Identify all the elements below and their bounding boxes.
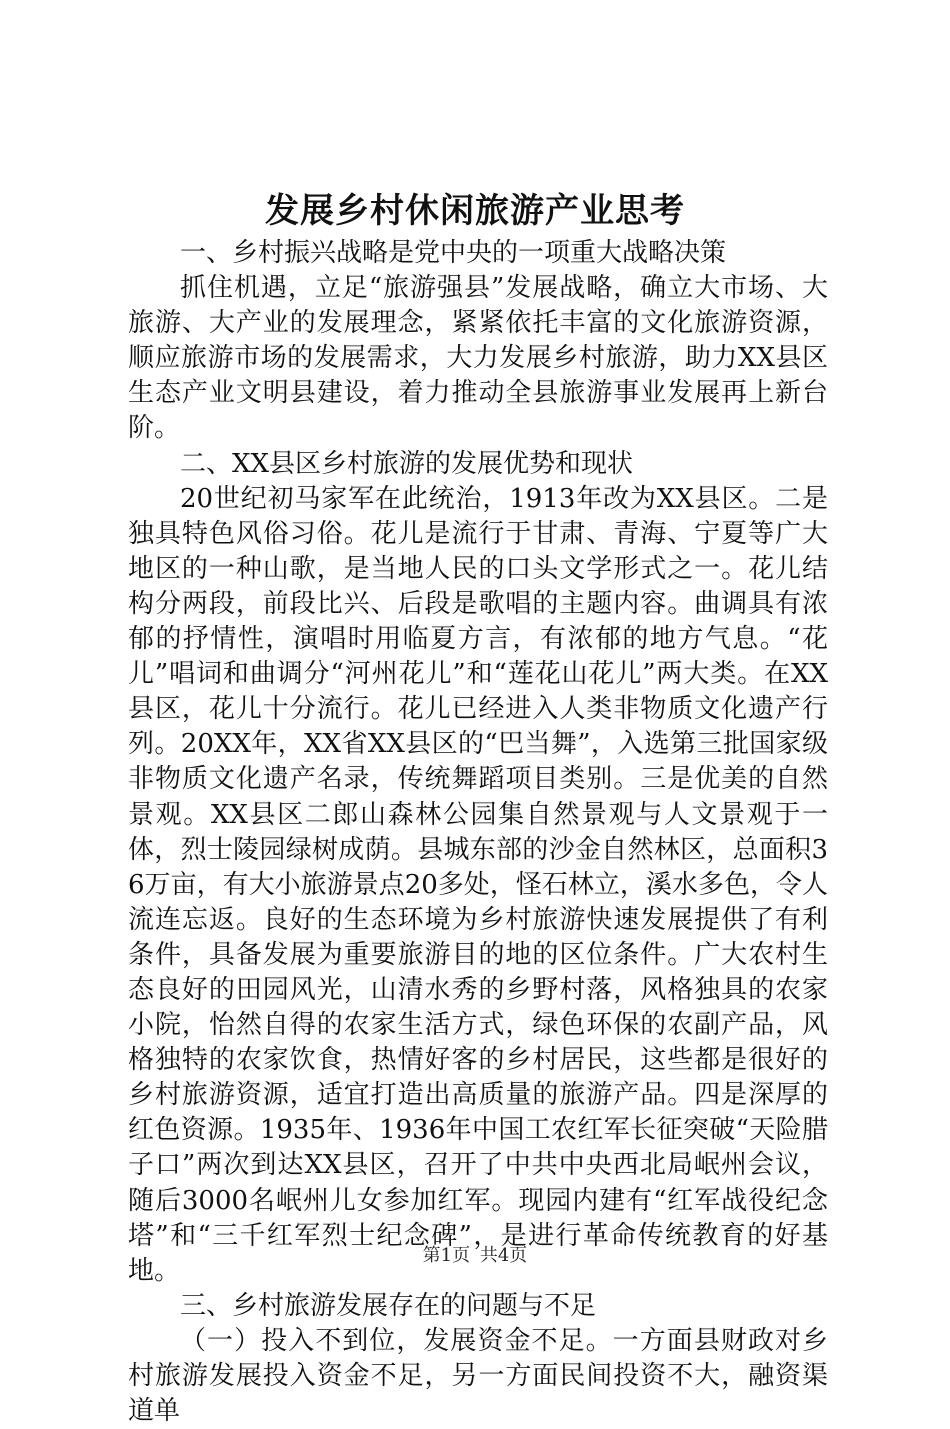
page-number: 第1页 xyxy=(422,1245,471,1266)
document-title: 发展乡村休闲旅游产业思考 xyxy=(265,191,685,231)
page-footer xyxy=(0,1243,950,1269)
section-heading-2: 二、XX县区乡村旅游的发展优势和现状 xyxy=(180,448,634,479)
section-paragraph-3: （一）投入不到位，发展资金不足。一方面县财政对乡村旅游发展投入资金不足，另一方面民间投资不大，融资渠道单 xyxy=(128,1325,828,1427)
section-paragraph-2: 20世纪初马家军在此统治，1913年改为XX县区。二是独具特色风俗习俗。花儿是流行于甘肃、青海、宁夏等广大地区的一种山歌，是当地人民的口头文学形式之一。花儿结构分两段，前段比兴、后段是歌唱的主题内容。曲调具有浓郁的抒情性，演唱时用临夏方言，有浓郁的地方气息。“花儿”唱词和曲调分“河州花儿”和“莲花山花儿”两大类。在XX县区，花儿十分流行。花儿已经进入人类非物质文化遗产行列。20XX年，XX省XX县区的“巴当舞”，入选第三批国家级非物质文化遗产名录，传统舞蹈项目类别。三是优美的自然景观。XX县区二郎山森林公园集自然景观与人文景观于一体，烈士陵园绿树成荫。县城东部的沙金自然林区，总面积36万亩，有大小旅游景点20多处，怪石林立，溪水多色，令人流连忘返。良好的生态环境为乡村旅游快速发展提供了有利条件，具备发展为重要旅游目的地的区位条件。广大农村生态良好的田园风光，山清水秀的乡野村落，风格独具的农家小院，怡然自得的农家生活方式，绿色环保的农副产品，风格独特的农家饮食，热情好客的乡村居民，这些都是很好的乡村旅游资源，适宜打造出高质量的旅游产品。四是深厚的红色资源。1935年、1936年中国工农红军长征突破“天险腊子口”两次到达XX县区，召开了中共中央西北局岷州会议，随后3000名岷州儿女参加红军。现园内建有“红军战役纪念塔”和“三千红军烈士纪念碑”，是进行革命传统教育的好基地。 xyxy=(128,483,828,1286)
page-total: 共4页 xyxy=(479,1245,528,1266)
section-heading-1: 一、乡村振兴战略是党中央的一项重大战略决策 xyxy=(180,238,727,268)
section-paragraph-1: 抓住机遇，立足“旅游强县”发展战略，确立大市场、大旅游、大产业的发展理念，紧紧依托丰富的文化旅游资源，顺应旅游市场的发展需求，大力发展乡村旅游，助力XX县区生态产业文明县建设，着力推动全县旅游事业发展再上新台阶。 xyxy=(128,273,828,444)
section-heading-3: 三、乡村旅游发展存在的问题与不足 xyxy=(180,1290,597,1321)
